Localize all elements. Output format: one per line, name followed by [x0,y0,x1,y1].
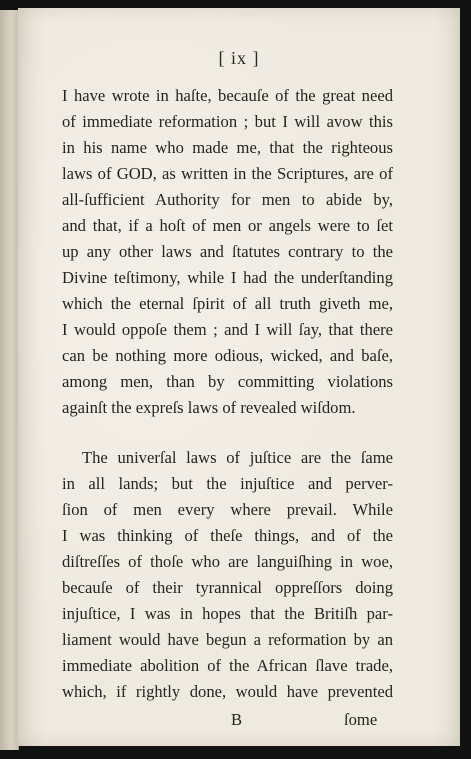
text-line: I was thinking of theſe things, and of the [62,526,393,545]
text-line: I would oppoſe them ; and I will ſay, that there [62,320,393,339]
text-line: The univerſal laws of juſtice are the ſame [82,448,393,467]
text-line: I have wrote in haſte, becauſe of the great need [62,86,393,105]
text-line: diſtreſſes of thoſe who are languiſhing in woe, [62,552,393,571]
text-line: injuſtice, I was in hopes that the Britiſh par- [62,604,393,623]
text-line: immediate abolition of the African ſlave trade, [62,656,393,675]
catchword: ſome [344,710,378,729]
text-line: Divine teſtimony, while I had the underſtanding [62,268,393,287]
signature-mark: B [231,710,243,729]
text-line: which, if rightly done, would have prevented [62,682,393,701]
text-line: which the eternal ſpirit of all truth giveth me, [62,294,393,313]
text-line: among men, than by committing violations [62,372,393,391]
text-line: all-ſufficient Authority for men to abide by, [62,190,393,209]
previous-page-edge [0,10,19,750]
text-line: of immediate reformation ; but I will avow this [62,112,393,131]
text-line: in his name who made me, that the righteous [62,138,393,157]
text-line: and that, if a hoſt of men or angels were to ſet [62,216,393,235]
text-line: in all lands; but the injuſtice and perver- [62,474,393,493]
text-line: becauſe of their tyrannical oppreſſors doing [62,578,393,597]
text-line: ſion of men every where prevail. While [62,500,393,519]
text-line: can be nothing more odious, wicked, and baſe, [62,346,393,365]
book-page [18,8,460,746]
text-line: againſt the expreſs laws of revealed wiſdom. [62,398,356,417]
text-line: up any other laws and ſtatutes contrary to the [62,242,393,261]
page-number: [ ix ] [218,48,260,68]
text-line: liament would have begun a reformation by an [62,630,393,649]
text-line: laws of GOD, as written in the Scriptures, are of [62,164,393,183]
